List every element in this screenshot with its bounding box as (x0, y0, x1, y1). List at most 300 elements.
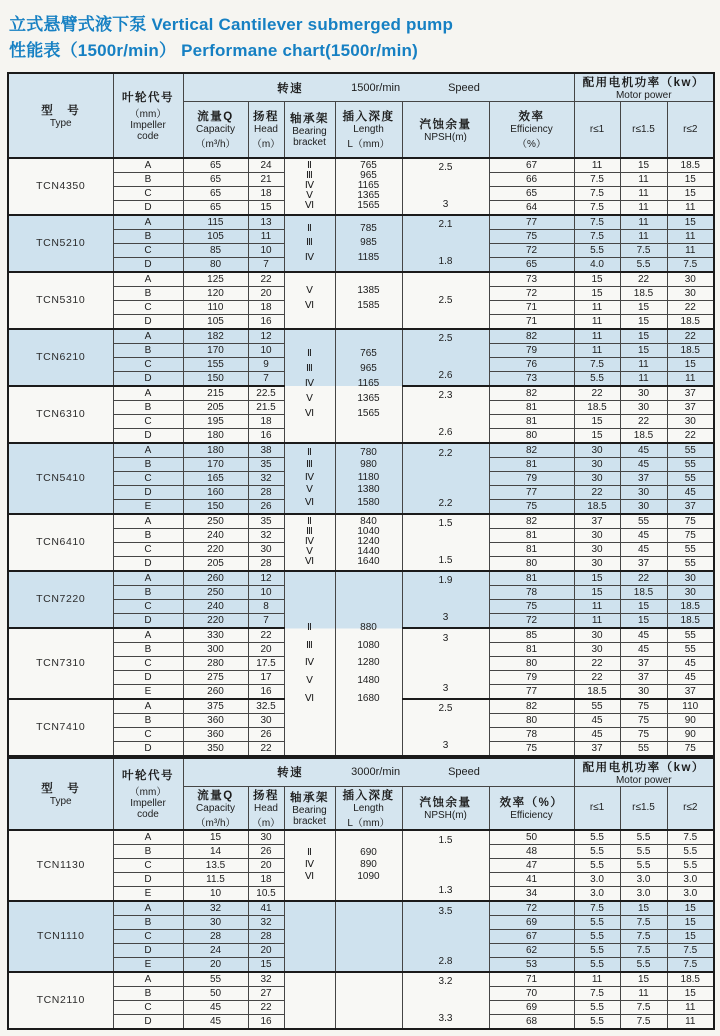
power-r2-value: 75 (667, 514, 714, 529)
bearing-size: Ⅳ (304, 252, 315, 264)
header-label: 流量Q (197, 789, 234, 802)
length-value: 890 (360, 858, 377, 870)
power-r15-value: 18.5 (620, 428, 667, 443)
header-npsh (402, 786, 489, 830)
power-r1-value: 11 (574, 158, 620, 173)
impeller-code: A (113, 386, 183, 401)
power-r1-value: 30 (574, 642, 620, 656)
header-label: 配用电机功率（kw） (582, 77, 705, 89)
capacity-value: 275 (183, 670, 248, 684)
power-r15-value: 11 (620, 229, 667, 243)
header-label: 效率 (518, 111, 545, 124)
head-value: 28 (248, 556, 284, 571)
npsh-value: 2.5 (438, 162, 453, 173)
power-r2-value: 90 (667, 727, 714, 741)
npsh-cell (402, 158, 489, 215)
power-r2-value: 15 (667, 915, 714, 929)
power-r1-value: 22 (574, 386, 620, 401)
impeller-code: C (113, 186, 183, 200)
efficiency-value: 62 (489, 943, 574, 957)
model-name: TCN2110 (8, 972, 113, 1029)
capacity-value: 24 (183, 943, 248, 957)
power-r2-value: 75 (667, 741, 714, 756)
capacity-value: 45 (183, 1014, 248, 1029)
bearing-size: Ⅲ (306, 170, 313, 181)
efficiency-value: 72 (489, 901, 574, 916)
power-r1-value: 5.5 (574, 943, 620, 957)
efficiency-value: 80 (489, 713, 574, 727)
length-value: 1365 (357, 190, 380, 201)
bearing-size: Ⅲ (306, 526, 313, 537)
power-r2-value: 15 (667, 172, 714, 186)
power-r15-value: 15 (620, 314, 667, 329)
power-r1-value: 15 (574, 571, 620, 586)
impeller-code: E (113, 499, 183, 514)
length-value: 1180 (357, 471, 380, 483)
efficiency-value: 53 (489, 957, 574, 972)
efficiency-value: 81 (489, 414, 574, 428)
power-r15-value: 11 (620, 357, 667, 371)
efficiency-value: 68 (489, 1014, 574, 1029)
insertion-length-cell (335, 901, 402, 972)
capacity-value: 260 (183, 684, 248, 699)
head-value: 28 (248, 485, 284, 499)
efficiency-value: 65 (489, 257, 574, 272)
bearing-size: Ⅳ (304, 180, 315, 191)
power-r1-value: 30 (574, 628, 620, 643)
power-r1-value: 11 (574, 343, 620, 357)
bearing-size: Ⅱ (307, 222, 312, 234)
power-r2-value: 110 (667, 699, 714, 714)
head-value: 38 (248, 443, 284, 458)
header-label: （mm） (129, 108, 167, 120)
npsh-value: 2.5 (438, 294, 453, 306)
power-r1-value: 55 (574, 699, 620, 714)
header-motor-power (574, 758, 714, 787)
head-value: 10 (248, 343, 284, 357)
header-impeller (113, 73, 183, 158)
power-r15-value: 7.5 (620, 929, 667, 943)
impeller-code: B (113, 713, 183, 727)
capacity-value: 360 (183, 727, 248, 741)
head-value: 13 (248, 215, 284, 230)
power-r1-value: 45 (574, 713, 620, 727)
impeller-code: D (113, 428, 183, 443)
header-label: Bearing (292, 804, 327, 816)
header-length (335, 786, 402, 830)
capacity-value: 215 (183, 386, 248, 401)
efficiency-value: 80 (489, 428, 574, 443)
capacity-value: 65 (183, 200, 248, 215)
header-label: 效率（%） (499, 797, 564, 809)
efficiency-value: 77 (489, 215, 574, 230)
capacity-value: 350 (183, 741, 248, 756)
power-r15-value: 5.5 (620, 957, 667, 972)
impeller-code: B (113, 457, 183, 471)
power-r15-value: 7.5 (620, 243, 667, 257)
length-value: 1565 (357, 200, 380, 211)
head-value: 15 (248, 957, 284, 972)
header-label: 扬程 (253, 111, 279, 124)
impeller-code: D (113, 872, 183, 886)
power-r1-value: 5.5 (574, 1000, 620, 1014)
efficiency-value: 75 (489, 499, 574, 514)
power-r1-value: 3.0 (574, 886, 620, 901)
impeller-code: A (113, 571, 183, 586)
header-r2 (667, 786, 714, 830)
bearing-size: Ⅵ (304, 407, 315, 419)
bearing-size: Ⅳ (304, 858, 315, 870)
efficiency-value: 75 (489, 599, 574, 613)
speed-label-en: Speed (448, 81, 480, 94)
head-value: 30 (248, 830, 284, 845)
npsh-value: 3 (442, 740, 449, 751)
length-value: 690 (360, 846, 377, 858)
impeller-code: D (113, 613, 183, 628)
bearing-size: Ⅵ (304, 871, 315, 883)
capacity-value: 14 (183, 844, 248, 858)
speed-label-en: Speed (448, 766, 480, 778)
efficiency-value: 66 (489, 172, 574, 186)
power-r15-value: 18.5 (620, 286, 667, 300)
power-r15-value: 15 (620, 901, 667, 916)
npsh-cell (402, 901, 489, 972)
efficiency-value: 82 (489, 443, 574, 458)
power-r1-value: 30 (574, 542, 620, 556)
capacity-value: 125 (183, 272, 248, 287)
impeller-code: B (113, 286, 183, 300)
header-label: code (137, 809, 159, 820)
npsh-value: 2.8 (438, 955, 453, 967)
header-label: r≤1.5 (632, 123, 655, 135)
impeller-code: B (113, 642, 183, 656)
power-r15-value: 22 (620, 571, 667, 586)
power-r2-value: 30 (667, 286, 714, 300)
efficiency-value: 78 (489, 727, 574, 741)
impeller-code: D (113, 670, 183, 684)
power-r1-value: 22 (574, 656, 620, 670)
power-r1-value: 37 (574, 741, 620, 756)
npsh-value: 3.2 (438, 976, 453, 987)
header-type (8, 73, 113, 158)
efficiency-value: 65 (489, 186, 574, 200)
impeller-code: C (113, 1000, 183, 1014)
header-label: Type (49, 117, 72, 129)
capacity-value: 375 (183, 699, 248, 714)
power-r15-value: 37 (620, 556, 667, 571)
length-value: 1385 (357, 285, 380, 296)
capacity-value: 300 (183, 642, 248, 656)
head-value: 32 (248, 972, 284, 987)
capacity-value: 65 (183, 158, 248, 173)
power-r2-value: 30 (667, 585, 714, 599)
head-value: 16 (248, 428, 284, 443)
power-r2-value: 18.5 (667, 314, 714, 329)
power-r1-value: 30 (574, 457, 620, 471)
capacity-value: 105 (183, 314, 248, 329)
insertion-length-cell (335, 830, 402, 901)
head-value: 18 (248, 872, 284, 886)
header-r15 (620, 786, 667, 830)
efficiency-value: 67 (489, 929, 574, 943)
efficiency-value: 77 (489, 684, 574, 699)
header-label: （m） (251, 817, 281, 829)
power-r1-value: 30 (574, 471, 620, 485)
power-r1-value: 15 (574, 585, 620, 599)
model-name: TCN7410 (8, 699, 113, 756)
length-value: 765 (360, 160, 377, 171)
speed-label-zh: 转速 (277, 82, 304, 95)
power-r15-value: 55 (620, 741, 667, 756)
head-value: 32 (248, 471, 284, 485)
bearing-size: Ⅴ (306, 285, 313, 296)
capacity-value: 205 (183, 556, 248, 571)
header-label: Capacity (196, 124, 235, 136)
efficiency-value: 64 (489, 200, 574, 215)
power-r15-value: 45 (620, 457, 667, 471)
length-value: 785 (360, 222, 377, 234)
power-r2-value: 55 (667, 471, 714, 485)
efficiency-value: 72 (489, 286, 574, 300)
head-value: 17 (248, 670, 284, 684)
power-r15-value: 11 (620, 172, 667, 186)
head-value: 11 (248, 229, 284, 243)
capacity-value: 182 (183, 329, 248, 344)
efficiency-value: 81 (489, 528, 574, 542)
power-r1-value: 30 (574, 443, 620, 458)
header-label: r≤1 (589, 802, 605, 813)
head-value: 26 (248, 727, 284, 741)
power-r2-value: 18.5 (667, 158, 714, 173)
impeller-code: C (113, 357, 183, 371)
header-label: 插入深度 (342, 111, 395, 124)
power-r15-value: 45 (620, 642, 667, 656)
impeller-code: D (113, 556, 183, 571)
power-r2-value: 22 (667, 300, 714, 314)
power-r2-value: 45 (667, 670, 714, 684)
head-value: 22 (248, 1000, 284, 1014)
header-label: Length (353, 802, 384, 814)
bearing-bracket-cell (284, 514, 335, 571)
efficiency-value: 79 (489, 670, 574, 684)
model-name: TCN7220 (8, 571, 113, 628)
power-r15-value: 15 (620, 972, 667, 987)
power-r2-value: 22 (667, 329, 714, 344)
head-value: 7 (248, 613, 284, 628)
bearing-size: Ⅱ (307, 160, 312, 171)
table-body-3000 (8, 830, 714, 1029)
header-label: Efficiency (510, 124, 553, 136)
power-r2-value: 55 (667, 457, 714, 471)
performance-table-3000 (7, 757, 715, 1030)
power-r2-value: 7.5 (667, 943, 714, 957)
capacity-value: 13.5 (183, 858, 248, 872)
power-r1-value: 11 (574, 972, 620, 987)
impeller-code: A (113, 830, 183, 845)
head-value: 30 (248, 713, 284, 727)
power-r15-value: 15 (620, 343, 667, 357)
head-value: 18 (248, 300, 284, 314)
head-value: 24 (248, 158, 284, 173)
npsh-value: 2.2 (438, 497, 453, 509)
power-r2-value: 15 (667, 215, 714, 230)
power-r2-value: 45 (667, 656, 714, 670)
power-r1-value: 5.5 (574, 915, 620, 929)
header-speed (183, 758, 574, 787)
title-line-1: 立式悬臂式液下泵 Vertical Cantilever submerged pump (9, 15, 454, 34)
power-r2-value: 37 (667, 386, 714, 401)
header-label: NPSH(m) (424, 131, 467, 143)
page-title (9, 12, 713, 63)
power-r2-value: 37 (667, 400, 714, 414)
power-r1-value: 7.5 (574, 215, 620, 230)
impeller-code: A (113, 329, 183, 344)
header-head (248, 786, 284, 830)
power-r2-value: 3.0 (667, 886, 714, 901)
head-value: 15 (248, 200, 284, 215)
capacity-value: 120 (183, 286, 248, 300)
head-value: 10.5 (248, 886, 284, 901)
impeller-code: B (113, 986, 183, 1000)
npsh-cell (402, 329, 489, 386)
capacity-value: 150 (183, 371, 248, 386)
capacity-value: 250 (183, 585, 248, 599)
npsh-value: 1.3 (438, 884, 453, 896)
header-label: （m） (251, 139, 281, 151)
capacity-value: 165 (183, 471, 248, 485)
power-r2-value: 55 (667, 443, 714, 458)
speed-value: 3000r/min (351, 766, 401, 778)
power-r2-value: 15 (667, 901, 714, 916)
power-r2-value: 55 (667, 542, 714, 556)
npsh-value: 3.3 (438, 1013, 453, 1024)
npsh-value: 2.5 (438, 703, 453, 714)
header-label: 配用电机功率（kw） (582, 761, 705, 774)
power-r15-value: 3.0 (620, 886, 667, 901)
header-label: Motor power (615, 90, 672, 101)
efficiency-value: 69 (489, 915, 574, 929)
power-r15-value: 11 (620, 200, 667, 215)
header-label: （mm） (129, 787, 167, 798)
header-label: Motor power (615, 774, 672, 786)
capacity-value: 220 (183, 613, 248, 628)
bearing-bracket-cell (284, 158, 335, 215)
header-label: L（mm） (347, 817, 390, 829)
head-value: 10 (248, 585, 284, 599)
power-r2-value: 90 (667, 713, 714, 727)
efficiency-value: 72 (489, 613, 574, 628)
impeller-code: E (113, 886, 183, 901)
header-label: 型 号 (41, 104, 81, 117)
head-value: 30 (248, 542, 284, 556)
impeller-code: D (113, 1014, 183, 1029)
impeller-code: C (113, 300, 183, 314)
impeller-code: E (113, 957, 183, 972)
efficiency-value: 81 (489, 571, 574, 586)
head-value: 28 (248, 929, 284, 943)
head-value: 8 (248, 599, 284, 613)
power-r1-value: 11 (574, 613, 620, 628)
head-value: 20 (248, 858, 284, 872)
head-value: 32 (248, 528, 284, 542)
power-r2-value: 11 (667, 371, 714, 386)
power-r1-value: 7.5 (574, 200, 620, 215)
power-r2-value: 22 (667, 428, 714, 443)
capacity-value: 360 (183, 713, 248, 727)
bearing-size: Ⅲ (306, 237, 313, 249)
npsh-value: 1.5 (438, 555, 453, 566)
efficiency-value: 75 (489, 741, 574, 756)
npsh-value: 3 (442, 199, 449, 210)
bearing-size: Ⅳ (304, 377, 315, 389)
capacity-value: 50 (183, 986, 248, 1000)
bearing-bracket-cell (284, 972, 335, 1029)
insertion-length-cell (335, 443, 402, 514)
bearing-size: Ⅳ (304, 657, 315, 669)
npsh-value: 1.8 (438, 256, 453, 267)
header-label: Type (49, 796, 72, 807)
efficiency-value: 73 (489, 272, 574, 287)
efficiency-value: 85 (489, 628, 574, 643)
head-value: 35 (248, 514, 284, 529)
impeller-code: B (113, 229, 183, 243)
capacity-value: 180 (183, 428, 248, 443)
length-value: 985 (360, 237, 377, 249)
power-r1-value: 30 (574, 556, 620, 571)
npsh-cell (402, 571, 489, 628)
insertion-length-cell (335, 158, 402, 215)
npsh-cell (402, 215, 489, 272)
power-r15-value: 30 (620, 485, 667, 499)
header-label: NPSH(m) (424, 810, 467, 821)
power-r1-value: 22 (574, 670, 620, 684)
power-r1-value: 5.5 (574, 957, 620, 972)
efficiency-value: 41 (489, 872, 574, 886)
head-value: 21 (248, 172, 284, 186)
header-label: 叶轮代号 (122, 770, 174, 782)
power-r15-value: 15 (620, 158, 667, 173)
power-r2-value: 55 (667, 628, 714, 643)
length-value: 1090 (357, 871, 380, 883)
capacity-value: 280 (183, 656, 248, 670)
power-r15-value: 45 (620, 628, 667, 643)
header-label: 插入深度 (342, 789, 395, 802)
header-label: r≤1 (589, 123, 605, 135)
power-r1-value: 15 (574, 414, 620, 428)
capacity-value: 30 (183, 915, 248, 929)
capacity-value: 85 (183, 243, 248, 257)
power-r2-value: 11 (667, 1014, 714, 1029)
length-value: 980 (360, 459, 377, 471)
table-header-1500 (8, 73, 714, 158)
power-r15-value: 45 (620, 443, 667, 458)
power-r1-value: 30 (574, 528, 620, 542)
bearing-size: Ⅲ (306, 459, 313, 471)
impeller-code: D (113, 371, 183, 386)
header-label: 轴承架 (290, 113, 329, 126)
efficiency-value: 82 (489, 699, 574, 714)
npsh-value: 3 (442, 612, 449, 623)
head-value: 22 (248, 628, 284, 643)
bearing-size: Ⅵ (304, 200, 315, 211)
power-r1-value: 7.5 (574, 229, 620, 243)
header-r2 (667, 102, 714, 158)
power-r15-value: 75 (620, 699, 667, 714)
power-r2-value: 37 (667, 499, 714, 514)
header-label: 汽蚀余量 (419, 118, 472, 131)
capacity-value: 180 (183, 443, 248, 458)
efficiency-value: 79 (489, 471, 574, 485)
